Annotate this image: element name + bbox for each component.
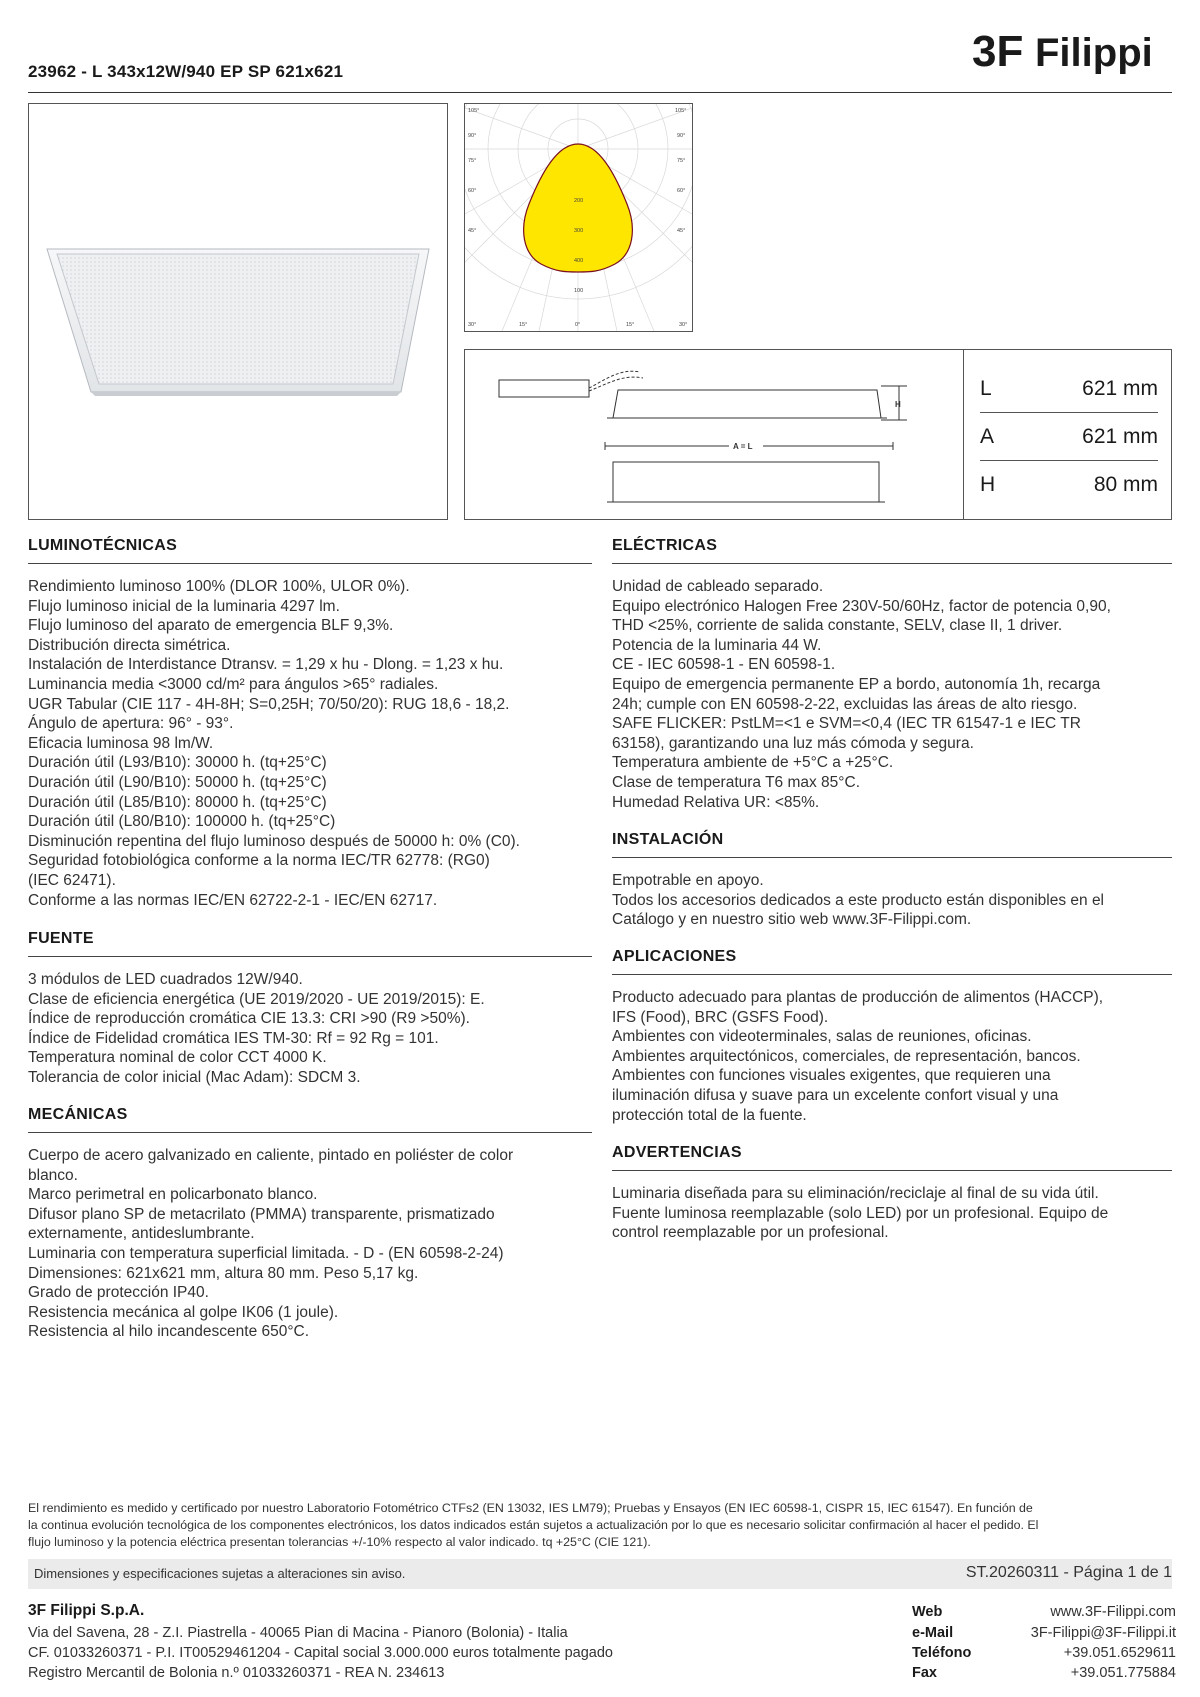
- text-line: 24h; cumple con EN 60598-2-22, excluidas las áreas de alto riesgo.: [612, 695, 1078, 713]
- text-line: Duración útil (L85/B10): 80000 h. (tq+25°C): [28, 793, 327, 811]
- dimensions-separator: [963, 349, 964, 520]
- section-rule: [28, 956, 592, 957]
- header-rule: [28, 92, 1172, 93]
- contact-label-email: e-Mail: [912, 1625, 954, 1641]
- polar-angle-label: 90°: [468, 133, 477, 139]
- dimension-key: L: [980, 377, 992, 400]
- dimension-row-h: [980, 467, 1158, 503]
- polar-angle-label: 30°: [468, 322, 477, 328]
- text-line: Duración útil (L90/B10): 50000 h. (tq+25°C): [28, 773, 327, 791]
- company-address-line: CF. 01033260371 - P.I. IT00529461204 - Capital social 3.000.000 euros totalmente pagado: [28, 1645, 613, 1661]
- polar-angle-label: 75°: [677, 158, 686, 164]
- text-line: Unidad de cableado separado.: [612, 578, 824, 595]
- text-line: Grado de protección IP40.: [28, 1284, 209, 1302]
- photometric-polar-diagram: [464, 103, 693, 332]
- polar-angle-label: 90°: [677, 133, 686, 139]
- text-line: Catálogo y en nuestro sitio web www.3F-Filippi.com.: [612, 911, 972, 929]
- polar-radial-label: 100: [574, 288, 584, 294]
- text-line: externamente, antideslumbrante.: [28, 1225, 255, 1243]
- section-body-mecanicas: [28, 1146, 513, 1342]
- section-body-fuente: [28, 970, 485, 1088]
- product-code: 23962 - L 343x12W/940 EP SP 621x621: [28, 62, 344, 81]
- text-line: Rendimiento luminoso 100% (DLOR 100%, ULOR 0%).: [28, 578, 410, 595]
- text-line: 63158), garantizando una luz más cómoda y segura.: [612, 734, 974, 752]
- text-line: Luminancia media <3000 cd/m² para ángulos >65° radiales.: [28, 675, 439, 693]
- polar-angle-label: 15°: [519, 322, 528, 328]
- section-body-electricas: [612, 577, 1111, 812]
- text-line: Clase de eficiencia energética (UE 2019/2020 - UE 2019/2015): E.: [28, 990, 485, 1008]
- dimension-divider: [980, 412, 1158, 413]
- text-line: Ambientes arquitectónicos, comerciales, de representación, bancos.: [612, 1047, 1081, 1065]
- text-line: SAFE FLICKER: PstLM=<1 e SVM=<0,4 (IEC TR 61547-1 e IEC TR: [612, 715, 1081, 733]
- legal-line: la continua evolución tecnológica de los componentes electrónicos, los datos indicados están sujetos a actualización por lo que es necesario solicitar confirmación al hacer el pedido. El: [28, 1518, 1039, 1532]
- text-line: Duración útil (L80/B10): 100000 h. (tq+25°C): [28, 813, 336, 831]
- polar-angle-label: 30°: [679, 322, 688, 328]
- section-rule: [28, 1132, 592, 1133]
- dimension-row-a: [980, 419, 1158, 455]
- company-name: 3F Filippi S.p.A.: [28, 1602, 145, 1619]
- luminous-intensity-curve: [524, 144, 633, 272]
- polar-radial-label: 300: [574, 228, 584, 234]
- legal-line: flujo luminoso y la potencia eléctrica presentan tolerancias +/-10% respecto al valor indicado. tq +25°C (CIE 121).: [28, 1535, 651, 1549]
- polar-angle-label: 15°: [626, 322, 635, 328]
- dimension-drawing: [495, 350, 915, 520]
- legal-line: El rendimiento es medido y certificado por nuestro Laboratorio Fotométrico CTFs2 (EN 13032, IES LM79); Pruebas y Ensayos (EN IEC 60598-1, CISPR 15, IEC 61547). En función de: [28, 1501, 1033, 1515]
- svg-text:Filippi: Filippi: [1035, 31, 1153, 74]
- section-rule: [612, 563, 1172, 564]
- text-line: THD <25%, corriente de salida constante, SELV, clase II, 1 driver.: [612, 617, 1063, 635]
- text-line: Temperatura ambiente de +5°C a +25°C.: [612, 754, 894, 772]
- dimension-key: H: [980, 473, 996, 496]
- section-title-advertencias: ADVERTENCIAS: [612, 1144, 742, 1161]
- polar-angle-label: 60°: [468, 188, 477, 194]
- contact-label-phone: Teléfono: [912, 1645, 972, 1661]
- contact-fax: +39.051.775884: [1070, 1665, 1176, 1681]
- svg-text:3F: 3F: [972, 27, 1024, 74]
- text-line: Distribución directa simétrica.: [28, 636, 231, 654]
- text-line: CE - IEC 60598-1 - EN 60598-1.: [612, 656, 836, 674]
- text-line: Potencia de la luminaria 44 W.: [612, 636, 822, 654]
- contact-email-link[interactable]: 3F-Filippi@3F-Filippi.it: [1030, 1625, 1176, 1641]
- polar-radial-label: 400: [574, 258, 584, 264]
- text-line: Índice de Fidelidad cromática IES TM-30: Rf = 92 Rg = 101.: [28, 1029, 439, 1047]
- product-photo: [28, 103, 448, 520]
- dimension-value: 80 mm: [1093, 473, 1158, 496]
- section-title-fuente: FUENTE: [28, 930, 94, 947]
- company-address-line: Registro Mercantil de Bolonia n.º 01033260371 - REA N. 234613: [28, 1665, 445, 1681]
- text-line: Todos los accesorios dedicados a este producto están disponibles en el: [612, 891, 1105, 909]
- legal-note: [28, 1500, 1178, 1551]
- polar-angle-label: 0°: [575, 322, 581, 328]
- text-line: Duración útil (L93/B10): 30000 h. (tq+25°C): [28, 754, 327, 772]
- section-rule: [612, 1170, 1172, 1171]
- section-title-instalacion: INSTALACIÓN: [612, 831, 724, 848]
- text-line: Índice de reproducción cromática CIE 13.3: CRI >90 (R9 >50%).: [28, 1010, 470, 1028]
- text-line: Dimensiones: 621x621 mm, altura 80 mm. Peso 5,17 kg.: [28, 1264, 419, 1282]
- section-title-electricas: ELÉCTRICAS: [612, 537, 718, 554]
- text-line: Empotrable en apoyo.: [612, 872, 764, 889]
- dimension-divider: [980, 460, 1158, 461]
- dimension-key: A: [980, 425, 995, 448]
- text-line: iluminación difusa y suave para un excelente confort visual y una: [612, 1086, 1059, 1104]
- brand-logo: [972, 24, 1182, 74]
- text-line: Ambientes con videoterminales, salas de reuniones, oficinas.: [612, 1028, 1032, 1046]
- text-line: Clase de temperatura T6 max 85°C.: [612, 773, 860, 791]
- text-line: Eficacia luminosa 98 lm/W.: [28, 734, 214, 752]
- text-line: Ambientes con funciones visuales exigentes, que requieren una: [612, 1067, 1051, 1085]
- text-line: IFS (Food), BRC (GSFS Food).: [612, 1008, 829, 1026]
- text-line: Conforme a las normas IEC/EN 62722-2-1 - IEC/EN 62717.: [28, 891, 438, 909]
- polar-angle-label: 45°: [468, 228, 477, 234]
- text-line: Equipo de emergencia permanente EP a bordo, autonomía 1h, recarga: [612, 675, 1101, 693]
- section-body-aplicaciones: [612, 988, 1103, 1125]
- text-line: blanco.: [28, 1166, 78, 1184]
- section-body-advertencias: [612, 1184, 1108, 1243]
- polar-angle-label: 105°: [675, 108, 687, 114]
- text-line: Seguridad fotobiológica conforme a la norma IEC/TR 62778: (RG0): [28, 852, 490, 870]
- polar-angle-label: 75°: [468, 158, 477, 164]
- text-line: Luminaria con temperatura superficial limitada. - D - (EN 60598-2-24): [28, 1244, 504, 1262]
- text-line: Fuente luminosa reemplazable (solo LED) por un profesional. Equipo de: [612, 1204, 1109, 1222]
- section-rule: [28, 563, 592, 564]
- polar-radial-label: 200: [574, 198, 584, 204]
- text-line: Flujo luminoso del aparato de emergencia BLF 9,3%.: [28, 617, 394, 635]
- text-line: Ángulo de apertura: 96° - 93°.: [28, 715, 234, 733]
- section-body-luminotecnicas: [28, 577, 520, 910]
- section-body-instalacion: [612, 871, 1104, 930]
- text-line: Tolerancia de color inicial (Mac Adam): SDCM 3.: [28, 1068, 361, 1086]
- text-line: protección total de la fuente.: [612, 1106, 807, 1124]
- section-title-luminotecnicas: LUMINOTÉCNICAS: [28, 537, 178, 554]
- height-label: H: [895, 400, 901, 409]
- polar-angle-label: 105°: [468, 108, 480, 114]
- text-line: 3 módulos de LED cuadrados 12W/940.: [28, 971, 303, 988]
- text-line: Resistencia mecánica al golpe IK06 (1 joule).: [28, 1303, 339, 1321]
- text-line: Cuerpo de acero galvanizado en caliente, pintado en poliéster de color: [28, 1147, 514, 1164]
- text-line: Resistencia al hilo incandescente 650°C.: [28, 1323, 310, 1341]
- contact-web-link[interactable]: www.3F-Filippi.com: [1050, 1604, 1176, 1620]
- text-line: (IEC 62471).: [28, 871, 116, 889]
- section-title-mecanicas: MECÁNICAS: [28, 1106, 128, 1123]
- section-rule: [612, 974, 1172, 975]
- dimension-value: 621 mm: [1082, 377, 1158, 400]
- text-line: Producto adecuado para plantas de producción de alimentos (HACCP),: [612, 989, 1104, 1006]
- luminaire-illustration: [29, 104, 447, 519]
- dimension-row-l: [980, 371, 1158, 407]
- polar-chart: [465, 104, 692, 331]
- polar-angle-label: 60°: [677, 188, 686, 194]
- disclaimer-text: Dimensiones y especificaciones sujetas a alteraciones sin aviso.: [34, 1566, 406, 1581]
- text-line: Flujo luminoso inicial de la luminaria 4297 lm.: [28, 597, 340, 615]
- polar-angle-label: 45°: [677, 228, 686, 234]
- text-line: Temperatura nominal de color CCT 4000 K.: [28, 1049, 327, 1067]
- width-length-label: A = L: [733, 442, 753, 451]
- text-line: UGR Tabular (CIE 117 - 4H-8H; S=0,25H; 70/50/20): RUG 18,6 - 18,2.: [28, 695, 510, 713]
- section-title-aplicaciones: APLICACIONES: [612, 948, 737, 965]
- contact-phone: +39.051.6529611: [1063, 1645, 1176, 1661]
- dimension-value: 621 mm: [1082, 425, 1158, 448]
- page-number: ST.20260311 - Página 1 de 1: [965, 1564, 1172, 1581]
- text-line: Equipo electrónico Halogen Free 230V-50/60Hz, factor de potencia 0,90,: [612, 597, 1111, 615]
- contact-label-fax: Fax: [912, 1665, 937, 1681]
- text-line: Disminución repentina del flujo luminoso después de 50000 h: 0% (C0).: [28, 832, 520, 850]
- text-line: Marco perimetral en policarbonato blanco.: [28, 1186, 318, 1204]
- text-line: Luminaria diseñada para su eliminación/reciclaje al final de su vida útil.: [612, 1185, 1099, 1202]
- contact-label-web: Web: [912, 1604, 943, 1620]
- text-line: Humedad Relativa UR: <85%.: [612, 793, 820, 811]
- text-line: Instalación de Interdistance Dtransv. = 1,29 x hu - Dlong. = 1,23 x hu.: [28, 656, 504, 674]
- section-rule: [612, 857, 1172, 858]
- text-line: control reemplazable por un profesional.: [612, 1224, 889, 1242]
- text-line: Difusor plano SP de metacrilato (PMMA) transparente, prismatizado: [28, 1205, 495, 1223]
- company-address-line: Via del Savena, 28 - Z.I. Piastrella - 40065 Pian di Macina - Pianoro (Bolonia) - Italia: [28, 1625, 568, 1641]
